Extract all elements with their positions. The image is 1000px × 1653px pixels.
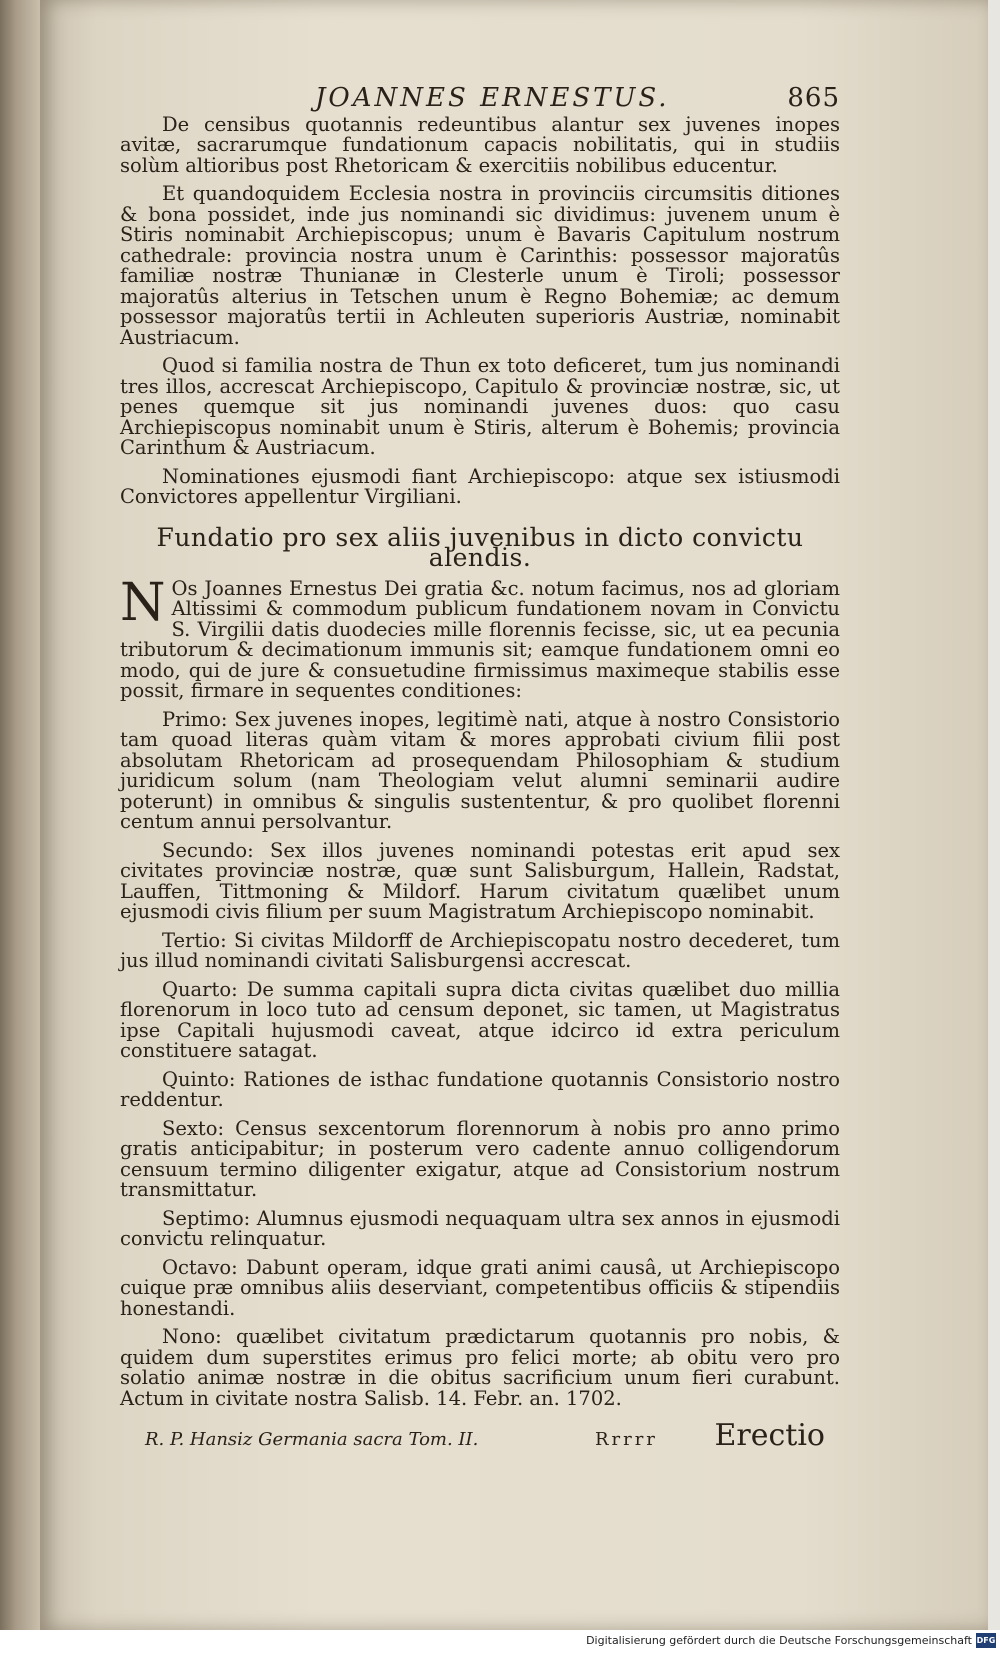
page-footer xyxy=(145,1418,825,1453)
condition-tertio: Tertio: Si civitas Mildorff de Archiepiscopatu nostro decederet, tum jus illud nominandi civitati Salisburgensi accrescat. xyxy=(120,928,840,972)
condition-quarto: Quarto: De summa capitali supra dicta civitas quælibet duo millia florenorum in loco tuto ad censum deponet, sic tamen, ut Magistratus ipse Capitali hujusmodi caveat, atque idcirco id extra periculum constituere satagat. xyxy=(120,977,840,1062)
condition-secundo: Secundo: Sex illos juvenes nominandi potestas erit apud sex civitates provinciæ nostræ, quæ sunt Salisburgum, Hallein, Radstat, Lauffen, Tittmoning & Mildorf. Harum civitatum quælibet unum ejusmodi civis filium per suum Magistratum Archiepiscopo nominabit. xyxy=(120,838,840,923)
paragraph-1: De censibus quotannis redeuntibus alantur sex juvenes inopes avitæ, sacrarumque fundationum capacis nobilitatis, qui in studiis solùm altioribus post Rhetoricam & exercitiis nobilibus educentur. xyxy=(120,112,840,177)
running-header xyxy=(120,83,840,113)
page-number: 865 xyxy=(787,83,840,113)
funding-credit: Digitalisierung gefördert durch die Deutsche Forschungsgemeinschaft xyxy=(586,1634,972,1647)
credit-bar xyxy=(0,1630,1000,1653)
foundation-intro xyxy=(120,572,840,702)
paragraph-3: Quod si familia nostra de Thun ex toto deficeret, tum jus nominandi tres illos, accrescat Archiepiscopo, Capitulo & provinciæ nostræ, sic, ut penes quemque sit jus nominandi juvenes duos: quo casu Archiepiscopus nominabit unum è Stiris, alterum è Bohemis; provincia Carinthum & Austriacum. xyxy=(120,354,840,459)
condition-primo: Primo: Sex juvenes inopes, legitimè nati, atque à nostro Consistorio tam quoad literas quàm vitam & mores approbati civium filii post absolutam Rhetoricam ad prosequendam Philosophiam & studium juridicum solum (nam Theologiam velut alumni seminarii audire poterunt) in omnibus & singulis sustententur, & pro quolibet florenni centum annui persolvantur. xyxy=(120,707,840,833)
foundation-intro-text: Os Joannes Ernestus Dei gratia &c. notum facimus, nos ad gloriam Altissimi & commodum publicum fundationem novam in Convictu S. Virgilii datis duodecies mille florennis fecisse, sic, ut ea pecunia tributorum & decimationum immunis sit; eamque fundationem omni eo modo, qui de jure & consuetudine firmissimus maximeque stabilis esse possit, firmare in sequentes conditiones: xyxy=(120,576,840,702)
paragraph-2: Et quandoquidem Ecclesia nostra in provinciis circumsitis ditiones & bona possidet, inde jus nominandi sic dividimus: juvenem unum è Stiris nominabit Archiepiscopus; unum è Bavaris Capitulum nostrum cathedrale: provincia nostra unum è Carinthis: possessor majoratûs familiæ nostræ Thunianæ in Clesterle unum è Tiroli; possessor majoratûs alterius in Tetschen unum è Regno Bohemiæ; ac demum possessor majoratûs tertii in Achleuten superioris Austriæ, nominabit Austriacum. xyxy=(120,182,840,349)
book-page xyxy=(40,0,988,1630)
footer-source: R. P. Hansiz Germania sacra Tom. II. xyxy=(145,1429,479,1450)
dfg-logo-icon: DFG xyxy=(976,1633,996,1648)
paragraph-4: Nominationes ejusmodi fiant Archiepiscopo: atque sex istiusmodi Convictores appellentur Virgiliani. xyxy=(120,464,840,508)
condition-septimo: Septimo: Alumnus ejusmodi nequaquam ultra sex annos in ejusmodi convictu relinquatur. xyxy=(120,1206,840,1250)
quire-signature: Rrrrr xyxy=(594,1429,658,1450)
adjacent-page-edge xyxy=(0,0,40,1630)
page-text xyxy=(120,83,840,1417)
section-heading: Fundatio pro sex aliis juvenibus in dicto convictu alendis. xyxy=(156,522,804,572)
condition-octavo: Octavo: Dabunt operam, idque grati animi causâ, ut Archiepiscopo cuique præ omnibus aliis deserviant, competentibus officiis & stipendiis honestandi. xyxy=(120,1255,840,1320)
condition-nono: Nono: quælibet civitatum prædictarum quotannis pro nobis, & quidem dum superstites erimus pro felici morte; ab obitu vero pro solatio animæ nostræ in die obitus sacrificium unum fieri curabunt. Actum in civitate nostra Salisb. 14. Febr. an. 1702. xyxy=(120,1325,840,1410)
condition-quinto: Quinto: Rationes de isthac fundatione quotannis Consistorio nostro reddentur. xyxy=(120,1067,840,1111)
catchword: Erectio xyxy=(714,1418,825,1453)
condition-sexto: Sexto: Census sexcentorum florennorum à nobis pro anno primo gratis anticipabitur; in posterum vero cadente annuo colligendorum censuum termino diligenter exigatur, atque ad Consistorium nostrum transmittatur. xyxy=(120,1116,840,1201)
running-title: JOANNES ERNESTUS. xyxy=(315,83,670,113)
drop-cap: N xyxy=(120,572,166,633)
